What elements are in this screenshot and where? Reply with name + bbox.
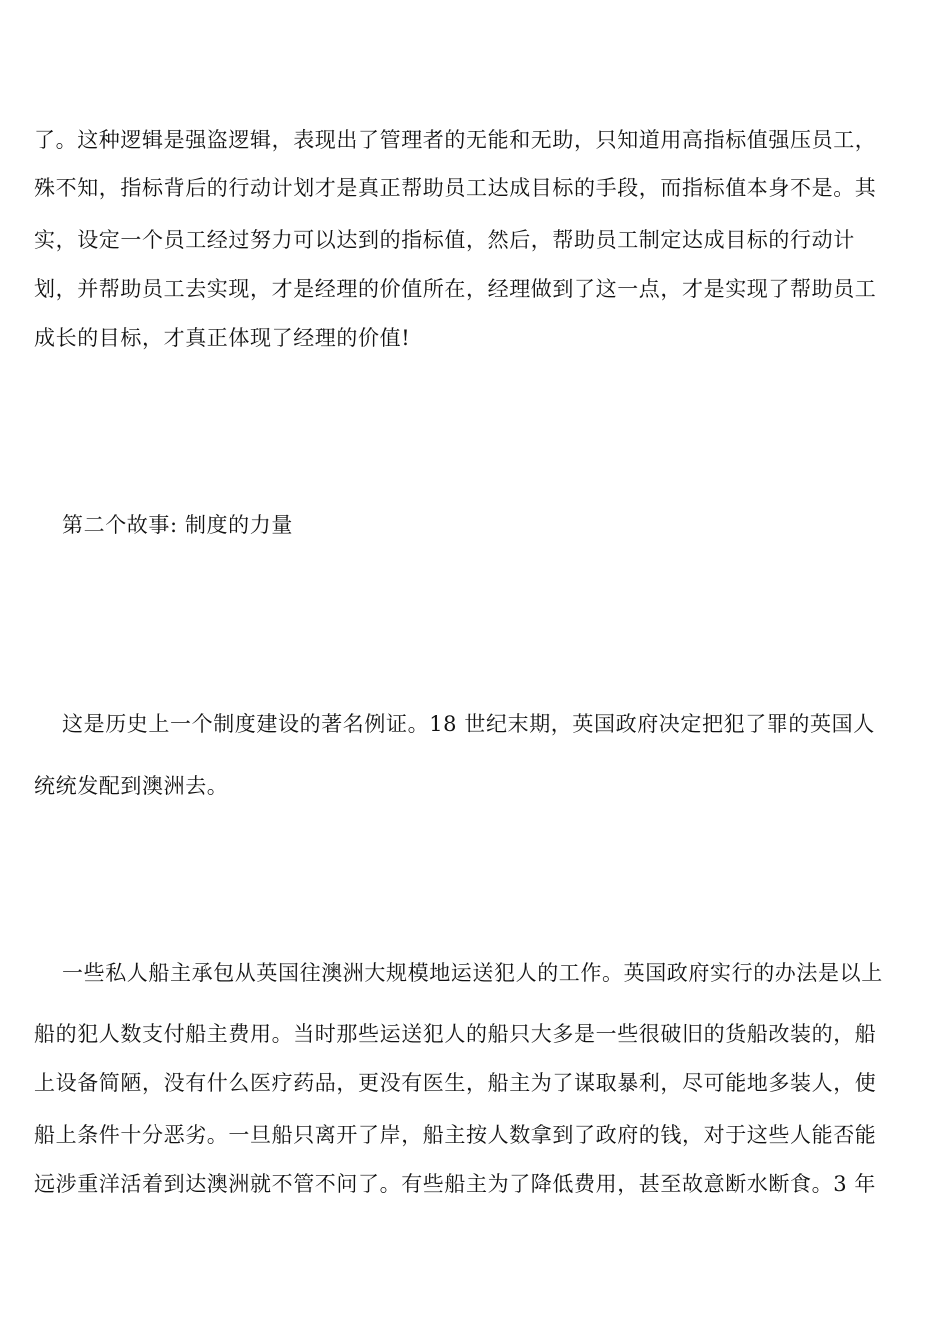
paragraph-2-line: 这是历史上一个制度建设的著名例证。18 世纪末期，英国政府决定把犯了罪的英国人 [62,712,875,736]
paragraph-1-line: 划，并帮助员工去实现，才是经理的价值所在，经理做到了这一点，才是实现了帮助员工 [34,277,877,301]
paragraph-2-line: 统统发配到澳洲去。 [34,774,229,798]
paragraph-3-line: 远涉重洋活着到达澳洲就不管不问了。有些船主为了降低费用，甚至故意断水断食。3 年 [34,1172,877,1196]
paragraph-1-line: 殊不知，指标背后的行动计划才是真正帮助员工达成目标的手段，而指标值本身不是。其 [34,176,877,200]
paragraph-1-line: 实，设定一个员工经过努力可以达到的指标值，然后，帮助员工制定达成目标的行动计 [34,228,855,252]
paragraph-3-line: 上设备简陋，没有什么医疗药品，更没有医生，船主为了谋取暴利，尽可能地多装人，使 [34,1071,877,1095]
paragraph-1-line: 了。这种逻辑是强盗逻辑，表现出了管理者的无能和无助，只知道用高指标值强压员工， [34,128,877,152]
section-heading: 第二个故事: 制度的力量 [62,513,293,537]
paragraph-3-line: 船上条件十分恶劣。一旦船只离开了岸，船主按人数拿到了政府的钱，对于这些人能否能 [34,1123,877,1147]
paragraph-1-line: 成长的目标，才真正体现了经理的价值! [34,326,411,350]
paragraph-3-line: 船的犯人数支付船主费用。当时那些运送犯人的船只大多是一些很破旧的货船改装的，船 [34,1022,877,1046]
paragraph-3-line: 一些私人船主承包从英国往澳洲大规模地运送犯人的工作。英国政府实行的办法是以上 [62,961,883,985]
